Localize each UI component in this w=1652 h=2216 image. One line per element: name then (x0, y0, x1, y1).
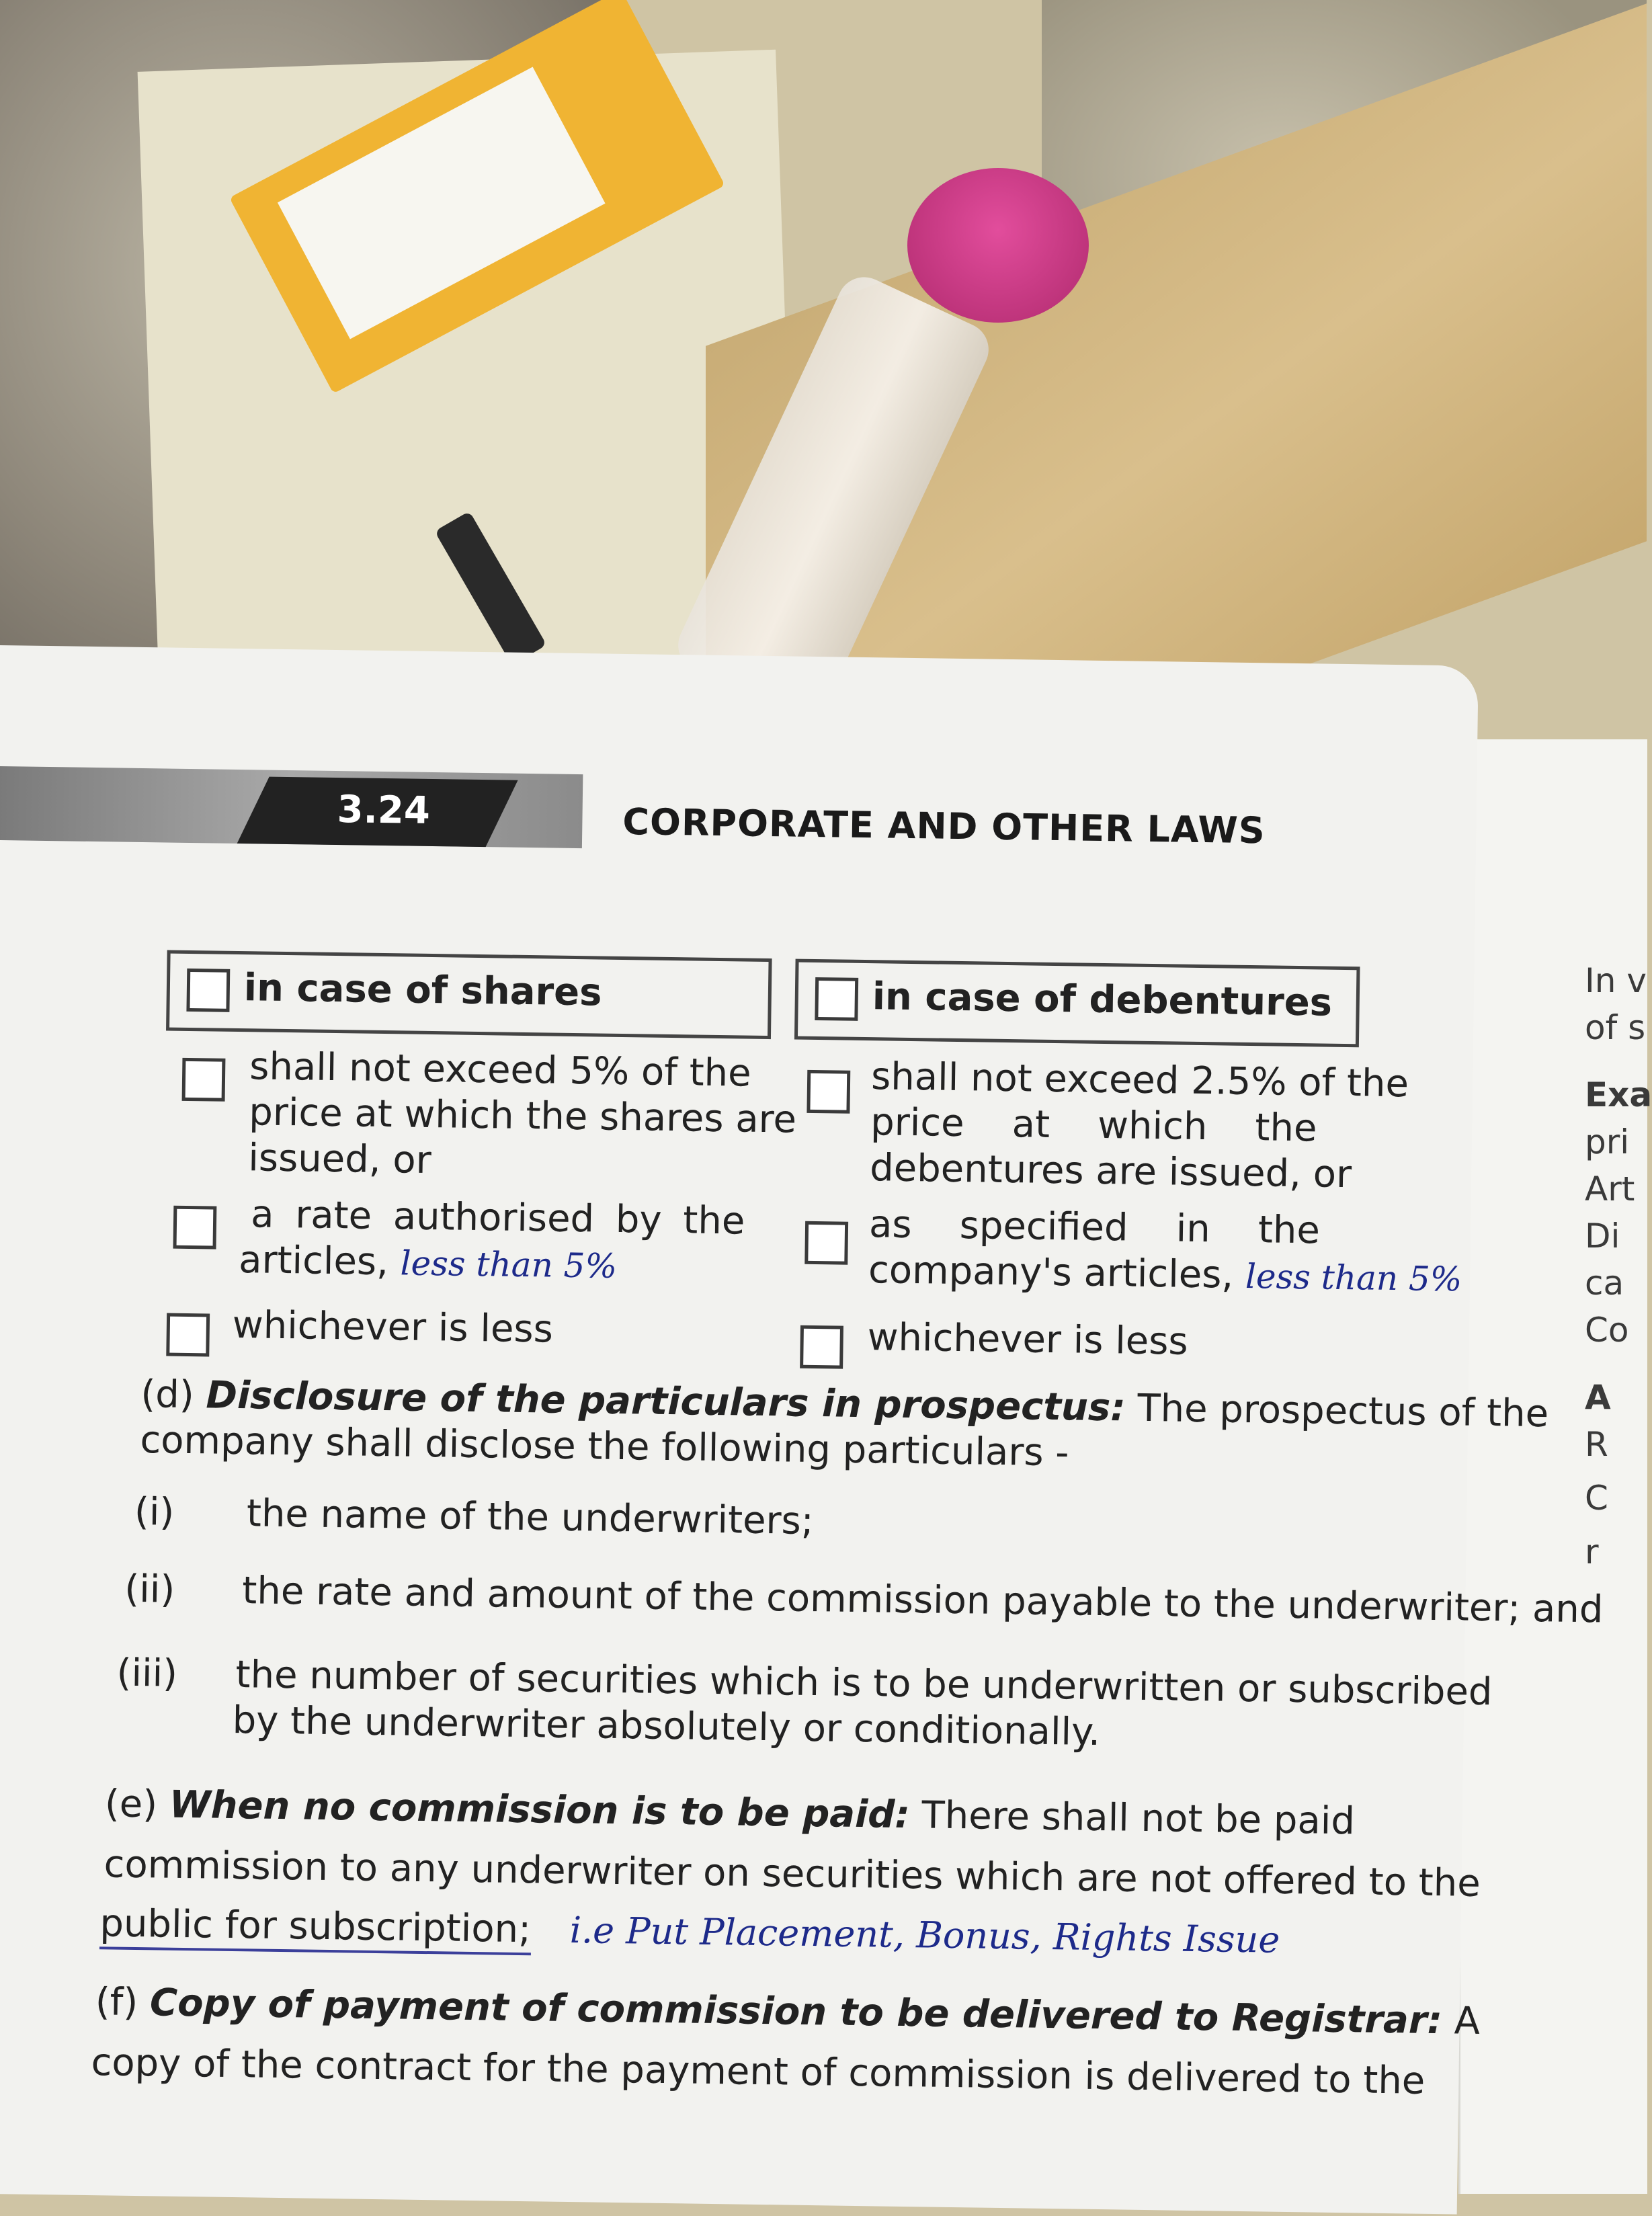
right-page-text: In v (1585, 961, 1647, 1000)
option-text (249, 1045, 751, 1096)
right-page-text: r (1585, 1532, 1599, 1571)
option-text-line (868, 1249, 1462, 1301)
option-checkbox[interactable] (800, 1325, 843, 1369)
shares-checkbox[interactable] (186, 969, 230, 1012)
section-text: public for subscription; (99, 1901, 531, 1955)
option-checkbox[interactable] (182, 1058, 226, 1102)
option-text-line: shall not exceed 5% of the (249, 1044, 752, 1096)
option-text-line: shall not exceed 2.5% of the (870, 1055, 1409, 1106)
handwritten-note: less than 5% (400, 1243, 618, 1286)
page-number: 3.24 (337, 788, 431, 833)
section-e-line1 (104, 1782, 1355, 1843)
right-page-text: C (1585, 1479, 1608, 1518)
photo-background (0, 0, 1645, 672)
section-f-line2: copy of the contract for the payment of commission is delivered to the (91, 2041, 1426, 2103)
option-text-line: price at which the shares are (248, 1090, 797, 1142)
section-text: There shall not be paid (921, 1793, 1356, 1844)
option-checkbox[interactable] (807, 1070, 850, 1114)
handwritten-note: i.e Put Placement, Bonus, Rights Issue (569, 1909, 1280, 1961)
section-heading: When no commission is to be paid: (169, 1782, 911, 1838)
right-page-text: ca (1585, 1264, 1624, 1303)
right-page-text: A (1585, 1378, 1611, 1417)
option-text-line: whichever is less (867, 1315, 1189, 1364)
option-checkbox[interactable] (166, 1313, 210, 1357)
list-num: (iii) (116, 1651, 178, 1696)
right-page-text: Exa (1585, 1075, 1652, 1114)
section-e-line2: commission to any underwriter on securities which are not offered to the (104, 1842, 1481, 1905)
list-item-text: by the underwriter absolutely or conditionally. (232, 1698, 1101, 1755)
shares-header-box (166, 950, 772, 1040)
list-num: (i) (134, 1489, 175, 1534)
section-label: (e) (104, 1782, 158, 1827)
section-label: (f) (95, 1980, 138, 2025)
list-item-text: the name of the underwriters; (246, 1491, 815, 1544)
list-num: (ii) (124, 1567, 175, 1612)
right-page-text: R (1585, 1425, 1608, 1464)
list-item-text: the number of securities which is to be underwritten or subscribed (235, 1653, 1493, 1715)
right-page-text: pri (1585, 1122, 1630, 1161)
option-checkbox[interactable] (804, 1221, 848, 1265)
option-text-line: debentures are issued, or (869, 1146, 1352, 1197)
section-d-line2: company shall disclose the following particulars - (140, 1418, 1069, 1475)
section-e-line3 (99, 1902, 1280, 1962)
option-text-line: issued, or (247, 1136, 432, 1183)
option-text-line: whichever is less (232, 1303, 554, 1352)
section-heading: Disclosure of the particulars in prospectus: (206, 1373, 1126, 1430)
option-text-line-part: company's articles, (868, 1248, 1234, 1297)
right-page-text: Co (1585, 1311, 1629, 1350)
book-page (0, 645, 1604, 2214)
option-checkbox[interactable] (173, 1206, 216, 1249)
section-heading: Copy of payment of commission to be delivered to Registrar: (149, 1981, 1443, 2043)
debentures-header-label: in case of debentures (872, 975, 1333, 1025)
right-page-text: Art (1585, 1169, 1635, 1208)
section-label: (d) (140, 1372, 195, 1418)
section-text: The prospectus of the (1137, 1386, 1549, 1436)
debentures-header-box (794, 959, 1360, 1048)
debentures-checkbox[interactable] (815, 977, 858, 1021)
section-text: A (1454, 1999, 1481, 2043)
right-page-text: Di (1585, 1217, 1620, 1256)
running-head: CORPORATE AND OTHER LAWS (622, 800, 1266, 852)
handwritten-note: less than 5% (1245, 1256, 1462, 1299)
option-text-line: a rate authorised by the (250, 1192, 745, 1243)
right-page (1458, 739, 1652, 2194)
option-text-line-part: articles, (238, 1238, 389, 1284)
section-f-line1 (95, 1981, 1480, 2043)
right-page-text: of s (1585, 1008, 1646, 1047)
option-text-line: price at which the (870, 1100, 1317, 1151)
list-item-text: the rate and amount of the commission payable to the underwriter; and (241, 1569, 1604, 1632)
bottle-cap (907, 168, 1089, 323)
option-text-line (239, 1239, 618, 1287)
option-text-line: as specified in the (868, 1202, 1321, 1253)
shares-header-label: in case of shares (243, 966, 602, 1015)
